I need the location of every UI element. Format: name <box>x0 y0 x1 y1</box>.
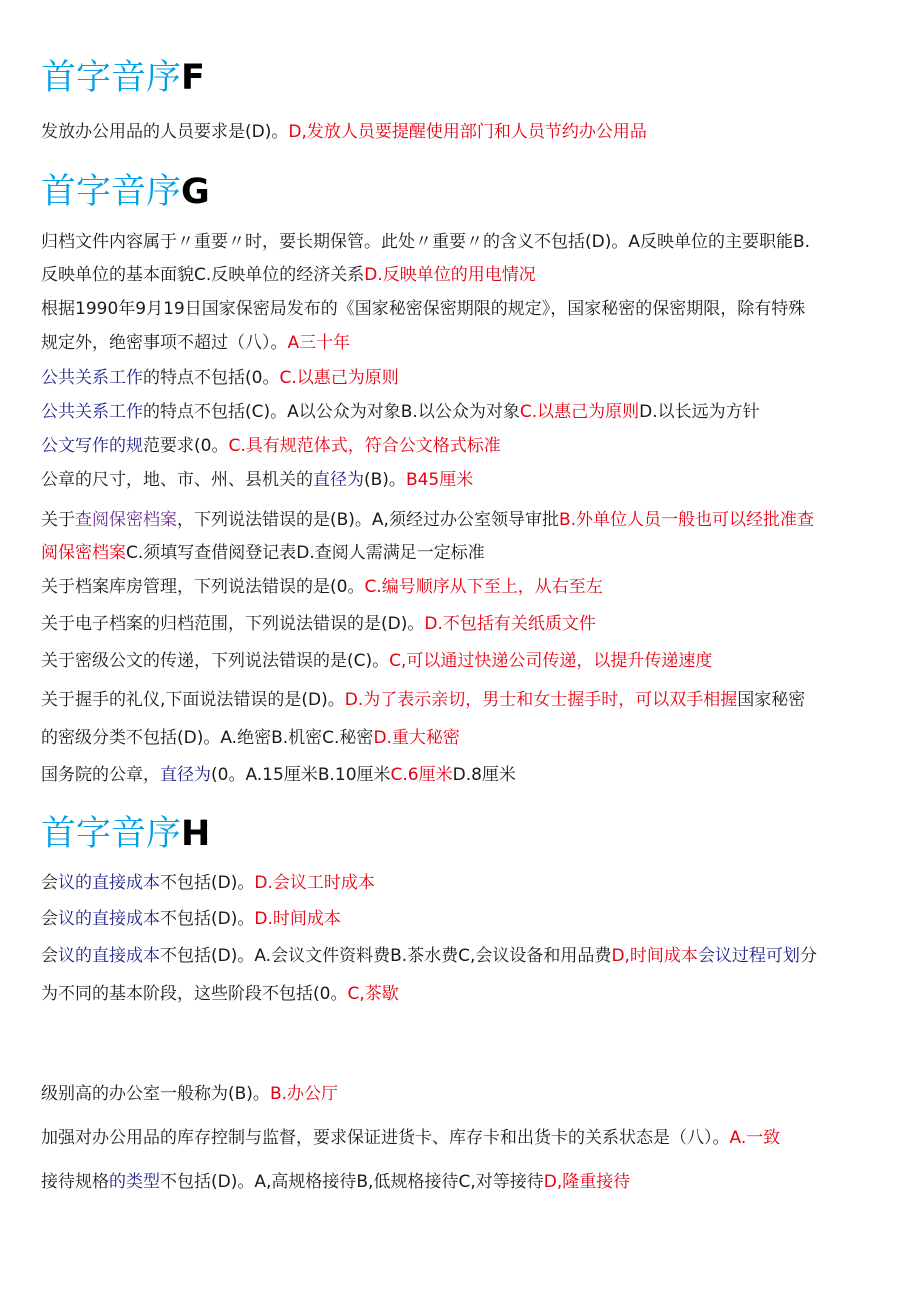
question-text: 接待规格 <box>41 1172 109 1192</box>
question-text: 分 <box>799 946 817 966</box>
highlight-text: 的类型 <box>109 1172 160 1192</box>
qa-line <box>41 297 886 321</box>
highlight-text: 会议过程可划 <box>697 946 800 966</box>
highlight-text: 直径为 <box>313 470 364 490</box>
question-text: ，下列说法错误的是(B)。A,须经过办公室领导审批 <box>177 510 559 530</box>
qa-line <box>41 726 886 750</box>
qa-line <box>41 612 886 636</box>
highlight-text: 直径为 <box>160 765 211 785</box>
answer-text: B45厘米 <box>405 470 474 490</box>
question-text: 根据1990年9月19日国家保密局发布的《国家秘密保密期限的规定》，国家秘密的保密期限，除有特殊 <box>41 299 806 319</box>
answer-text: A.一致 <box>729 1128 781 1148</box>
question-text: 关于电子档案的归档范围，下列说法错误的是(D)。 <box>41 614 425 634</box>
highlight-text: 公共关系工作 <box>41 402 143 422</box>
question-text: (B)。 <box>364 470 406 490</box>
question-text: 不包括(D)。 <box>160 873 255 893</box>
qa-line <box>41 907 886 931</box>
answer-text: C,茶歇 <box>347 984 399 1004</box>
answer-text: D.时间成本 <box>254 909 341 929</box>
question-text: 的特点不包括(C)。A以公众为对象B.以公众为对象 <box>143 402 520 422</box>
heading-prefix: 首字音序 <box>41 58 182 98</box>
question-text: 为不同的基本阶段，这些阶段不包括(0。 <box>41 984 348 1004</box>
question-text: 的密级分类不包括(D)。A.绝密B.机密C.秘密 <box>41 728 374 748</box>
heading-prefix: 首字音序 <box>41 172 182 212</box>
question-text: 归档文件内容属于〃重要〃时，要长期保管。此处〃重要〃的含义不包括(D)。A反映单位的主要职能B. <box>41 232 811 252</box>
question-text: 会 <box>41 909 58 929</box>
highlight-text: 议的直接成本 <box>58 946 160 966</box>
answer-text: D.反映单位的用电情况 <box>364 265 536 285</box>
answer-text: D.会议工时成本 <box>254 873 375 893</box>
answer-text: C,可以通过快递公司传递，以提升传递速度 <box>389 651 713 671</box>
qa-line <box>41 1082 886 1106</box>
answer-text: B.办公厅 <box>269 1084 339 1104</box>
question-text: 不包括(D)。 <box>160 909 255 929</box>
question-text: 关于密级公文的传递，下列说法错误的是(C)。 <box>41 651 390 671</box>
highlight-text: 公共关系工作 <box>41 368 143 388</box>
highlight-text: 查阅保密档案 <box>75 510 177 530</box>
qa-line <box>41 366 886 390</box>
qa-line <box>41 763 886 787</box>
question-text: 国务院的公章， <box>41 765 160 785</box>
question-text: 会 <box>41 946 58 966</box>
qa-line <box>41 230 886 254</box>
qa-line <box>41 688 886 712</box>
question-text: 发放办公用品的人员要求是(D)。 <box>41 122 289 142</box>
question-text: 国家秘密 <box>737 690 806 710</box>
heading-prefix: 首字音序 <box>41 814 182 854</box>
answer-text: D.重大秘密 <box>373 728 460 748</box>
qa-line <box>41 468 886 492</box>
answer-text: D.不包括有关纸质文件 <box>424 614 596 634</box>
qa-line <box>41 434 886 458</box>
answer-text: D.为了表示亲切，男士和女士握手时，可以双手相握 <box>344 690 738 710</box>
answer-text: B.外单位人员一般也可以经批准查 <box>558 510 815 530</box>
qa-line <box>41 575 886 599</box>
section-heading-h <box>41 812 210 856</box>
section-heading-f <box>41 56 205 100</box>
qa-line <box>41 944 886 968</box>
qa-line <box>41 331 886 355</box>
qa-line <box>41 541 886 565</box>
section-heading-g <box>41 170 210 214</box>
question-text: C.须填写查借阅登记表D.查阅人需满足一定标准 <box>126 543 485 563</box>
heading-letter: G <box>181 172 210 212</box>
question-text: 级别高的办公室一般称为(B)。 <box>41 1084 270 1104</box>
answer-text: 阅保密档案 <box>41 543 126 563</box>
question-text: 公章的尺寸，地、市、州、县机关的 <box>41 470 313 490</box>
answer-text: D,发放人员要提醒使用部门和人员节约办公用品 <box>288 122 647 142</box>
question-text: 反映单位的基本面貌C.反映单位的经济关系 <box>41 265 365 285</box>
answer-text: C.以惠己为原则 <box>519 402 640 422</box>
highlight-text: 议的直接成本 <box>58 909 160 929</box>
qa-line <box>41 400 886 424</box>
question-text: (0。A.15厘米B.10厘米 <box>211 765 391 785</box>
question-text: 范要求(0。 <box>143 436 229 456</box>
qa-line <box>41 1170 886 1194</box>
question-text: D.以长远为方针 <box>639 402 760 422</box>
answer-text: C.以惠己为原则 <box>279 368 399 388</box>
qa-line <box>41 508 886 532</box>
qa-line <box>41 1126 886 1150</box>
answer-text: A三十年 <box>287 333 351 353</box>
question-text: 关于 <box>41 510 75 530</box>
question-text: 的特点不包括(0。 <box>143 368 280 388</box>
qa-line <box>41 120 886 144</box>
question-text: 关于握手的礼仪,下面说法错误的是(D)。 <box>41 690 345 710</box>
answer-text: C.6厘米 <box>390 765 453 785</box>
qa-line <box>41 263 886 287</box>
question-text: 会 <box>41 873 58 893</box>
qa-line <box>41 649 886 673</box>
answer-text: D,隆重接待 <box>543 1172 631 1192</box>
answer-text: C.具有规范体式，符合公文格式标准 <box>228 436 501 456</box>
question-text: 关于档案库房管理，下列说法错误的是(0。 <box>41 577 365 597</box>
heading-letter: F <box>181 58 205 98</box>
question-text: 不包括(D)。A.会议文件资料费B.茶水费C,会议设备和用品费 <box>160 946 612 966</box>
highlight-text: 公文写作的规 <box>41 436 143 456</box>
question-text: 不包括(D)。A,高规格接待B,低规格接待C,对等接待 <box>160 1172 544 1192</box>
highlight-text: 议的直接成本 <box>58 873 160 893</box>
qa-line <box>41 871 886 895</box>
question-text: 规定外，绝密事项不超过（八）。 <box>41 333 288 353</box>
question-text: D.8厘米 <box>452 765 516 785</box>
heading-letter: H <box>181 814 211 854</box>
question-text: 加强对办公用品的库存控制与监督，要求保证进货卡、库存卡和出货卡的关系状态是（八）。 <box>41 1128 730 1148</box>
answer-text: D,时间成本 <box>611 946 698 966</box>
answer-text: C.编号顺序从下至上，从右至左 <box>364 577 603 597</box>
qa-line <box>41 982 886 1006</box>
